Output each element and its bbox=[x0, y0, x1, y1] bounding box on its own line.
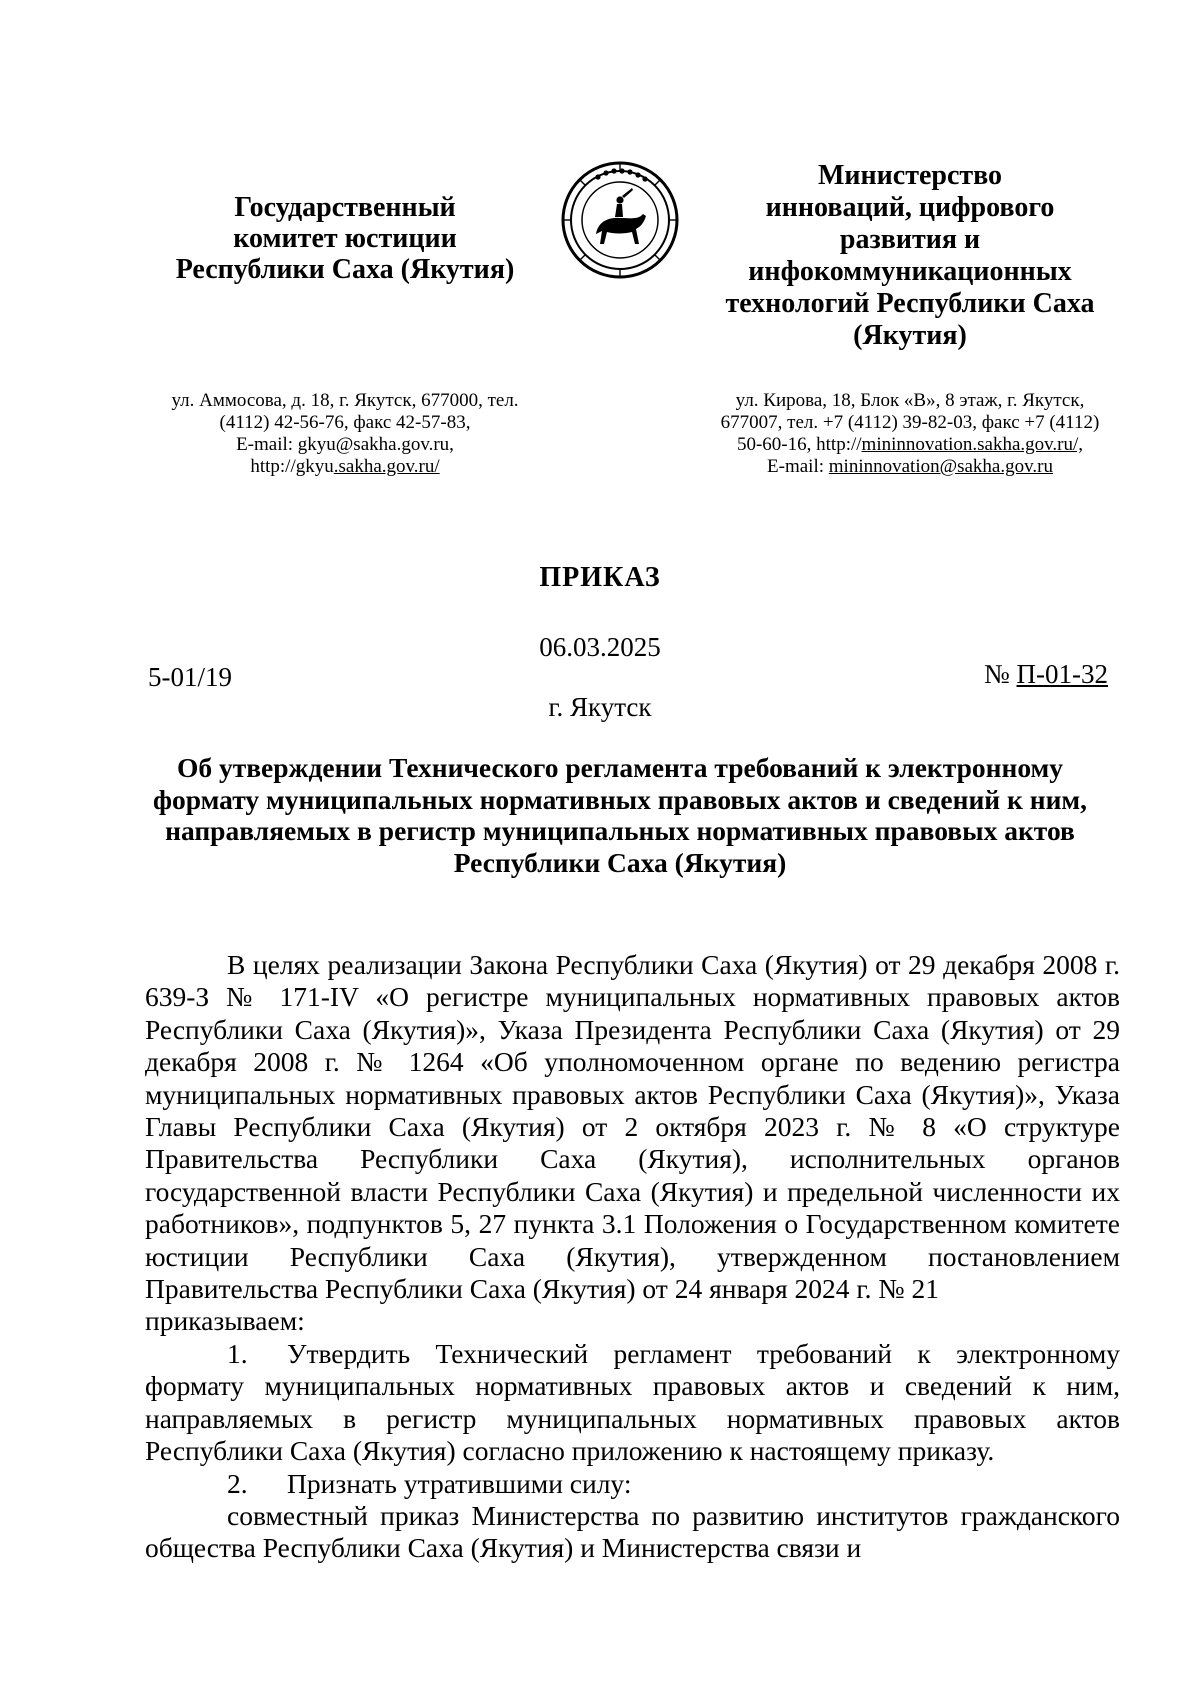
repealed-acts-paragraph: совместный приказ Министерства по развитию институтов гражданского общества Республики Саха (Якутия) и Министерства связи и bbox=[145, 1499, 1120, 1564]
right-address-line: 677007, тел. +7 (4112) 39-82-03, факс +7 (4112) bbox=[720, 412, 1100, 433]
document-title: ПРИКАЗ bbox=[539, 562, 661, 593]
right-address-block bbox=[695, 390, 1125, 478]
left-address-line: ул. Аммосова, д. 18, г. Якутск, 677000, тел. bbox=[171, 390, 519, 411]
order-word: приказываем: bbox=[145, 1305, 305, 1337]
order-number-left: 5-01/19 bbox=[148, 662, 232, 692]
left-org-line: Государственный bbox=[234, 192, 456, 223]
list-item-text: Признать утратившими силу: bbox=[287, 1467, 632, 1499]
left-address-block bbox=[150, 390, 540, 478]
right-website-link[interactable]: mininnovation.sakha.gov.ru/, bbox=[861, 434, 1084, 455]
list-item-1 bbox=[145, 1338, 1120, 1468]
list-item-2 bbox=[145, 1468, 1120, 1500]
left-organization-name bbox=[150, 192, 540, 285]
order-date: 06.03.2025 bbox=[539, 632, 661, 662]
right-address-website: 50-60-16, http://mininnovation.sakha.gov.ru/, bbox=[736, 434, 1084, 455]
order-number-right: № П-01-32 bbox=[984, 659, 1108, 689]
document-body bbox=[145, 949, 1120, 1565]
list-item-number: 1. bbox=[227, 1337, 248, 1369]
left-address-website: http://gkyu.sakha.gov.ru/ bbox=[250, 456, 440, 477]
left-org-line: Республики Саха (Якутия) bbox=[175, 254, 515, 285]
right-org-line: (Якутия) bbox=[853, 320, 967, 351]
right-address-email: E-mail: mininnovation@sakha.gov.ru bbox=[767, 456, 1053, 477]
right-organization-name bbox=[700, 160, 1120, 352]
order-city: г. Якутск bbox=[548, 692, 652, 722]
order-subject: Об утверждении Технического регламента требований к электронному формату муниципальных нормативных правовых актов и сведений к ним, направляемых в регистр муниципальных нормативных правовых актов Республики Саха (Якутия) bbox=[152, 752, 1088, 878]
left-address-email: E-mail: gkyu@sakha.gov.ru, bbox=[236, 434, 454, 455]
left-address-line: (4112) 42-56-76, факс 42-57-83, bbox=[219, 412, 471, 433]
list-item-text: Утвердить Технический регламент требований к электронному формату муниципальных нормативных правовых актов и сведений к ним, направляемых в регистр муниципальных нормативных правовых актов Республики Саха (Якутия) согласно приложению к настоящему приказу. bbox=[145, 1337, 1120, 1467]
right-org-line: Министерство bbox=[817, 160, 1003, 191]
coat-of-arms-emblem bbox=[560, 160, 680, 280]
left-website-link[interactable]: .sakha.gov.ru/ bbox=[333, 456, 440, 477]
list-item-number: 2. bbox=[227, 1467, 248, 1499]
right-org-line: развития и bbox=[839, 224, 981, 255]
right-email-link[interactable]: mininnovation@sakha.gov.ru bbox=[828, 456, 1053, 477]
right-org-line: инноваций, цифрового bbox=[765, 192, 1055, 223]
body-intro-paragraph: В целях реализации Закона Республики Саха (Якутия) от 29 декабря 2008 г. 639-З № 171-IV «О регистре муниципальных нормативных правовых актов Республики Саха (Якутия)», Указа Президента Республики Саха (Якутия) от 29 декабря 2008 г. № 1264 «Об уполномоченном органе по ведению регистра муниципальных нормативных правовых актов Республики Саха (Якутия)», Указа Главы Республики Саха (Якутия) от 2 октября 2023 г. № 8 «О структуре Правительства Республики Саха (Якутия), исполнительных органов государственной власти Республики Саха (Якутия) и предельной численности их работников», подпунктов 5, 27 пункта 3.1 Положения о Государственном комитете юстиции Республики Саха (Якутия), утвержденном постановлением Правительства Республики Саха (Якутия) от 24 января 2024 г. № 21 bbox=[145, 949, 1120, 1305]
right-org-line: инфокоммуникационных bbox=[748, 256, 1072, 287]
left-org-line: комитет юстиции bbox=[233, 223, 457, 254]
right-address-line: ул. Кирова, 18, Блок «В», 8 этаж, г. Якутск, bbox=[735, 390, 1085, 411]
right-org-line: технологий Республики Саха bbox=[725, 288, 1095, 319]
